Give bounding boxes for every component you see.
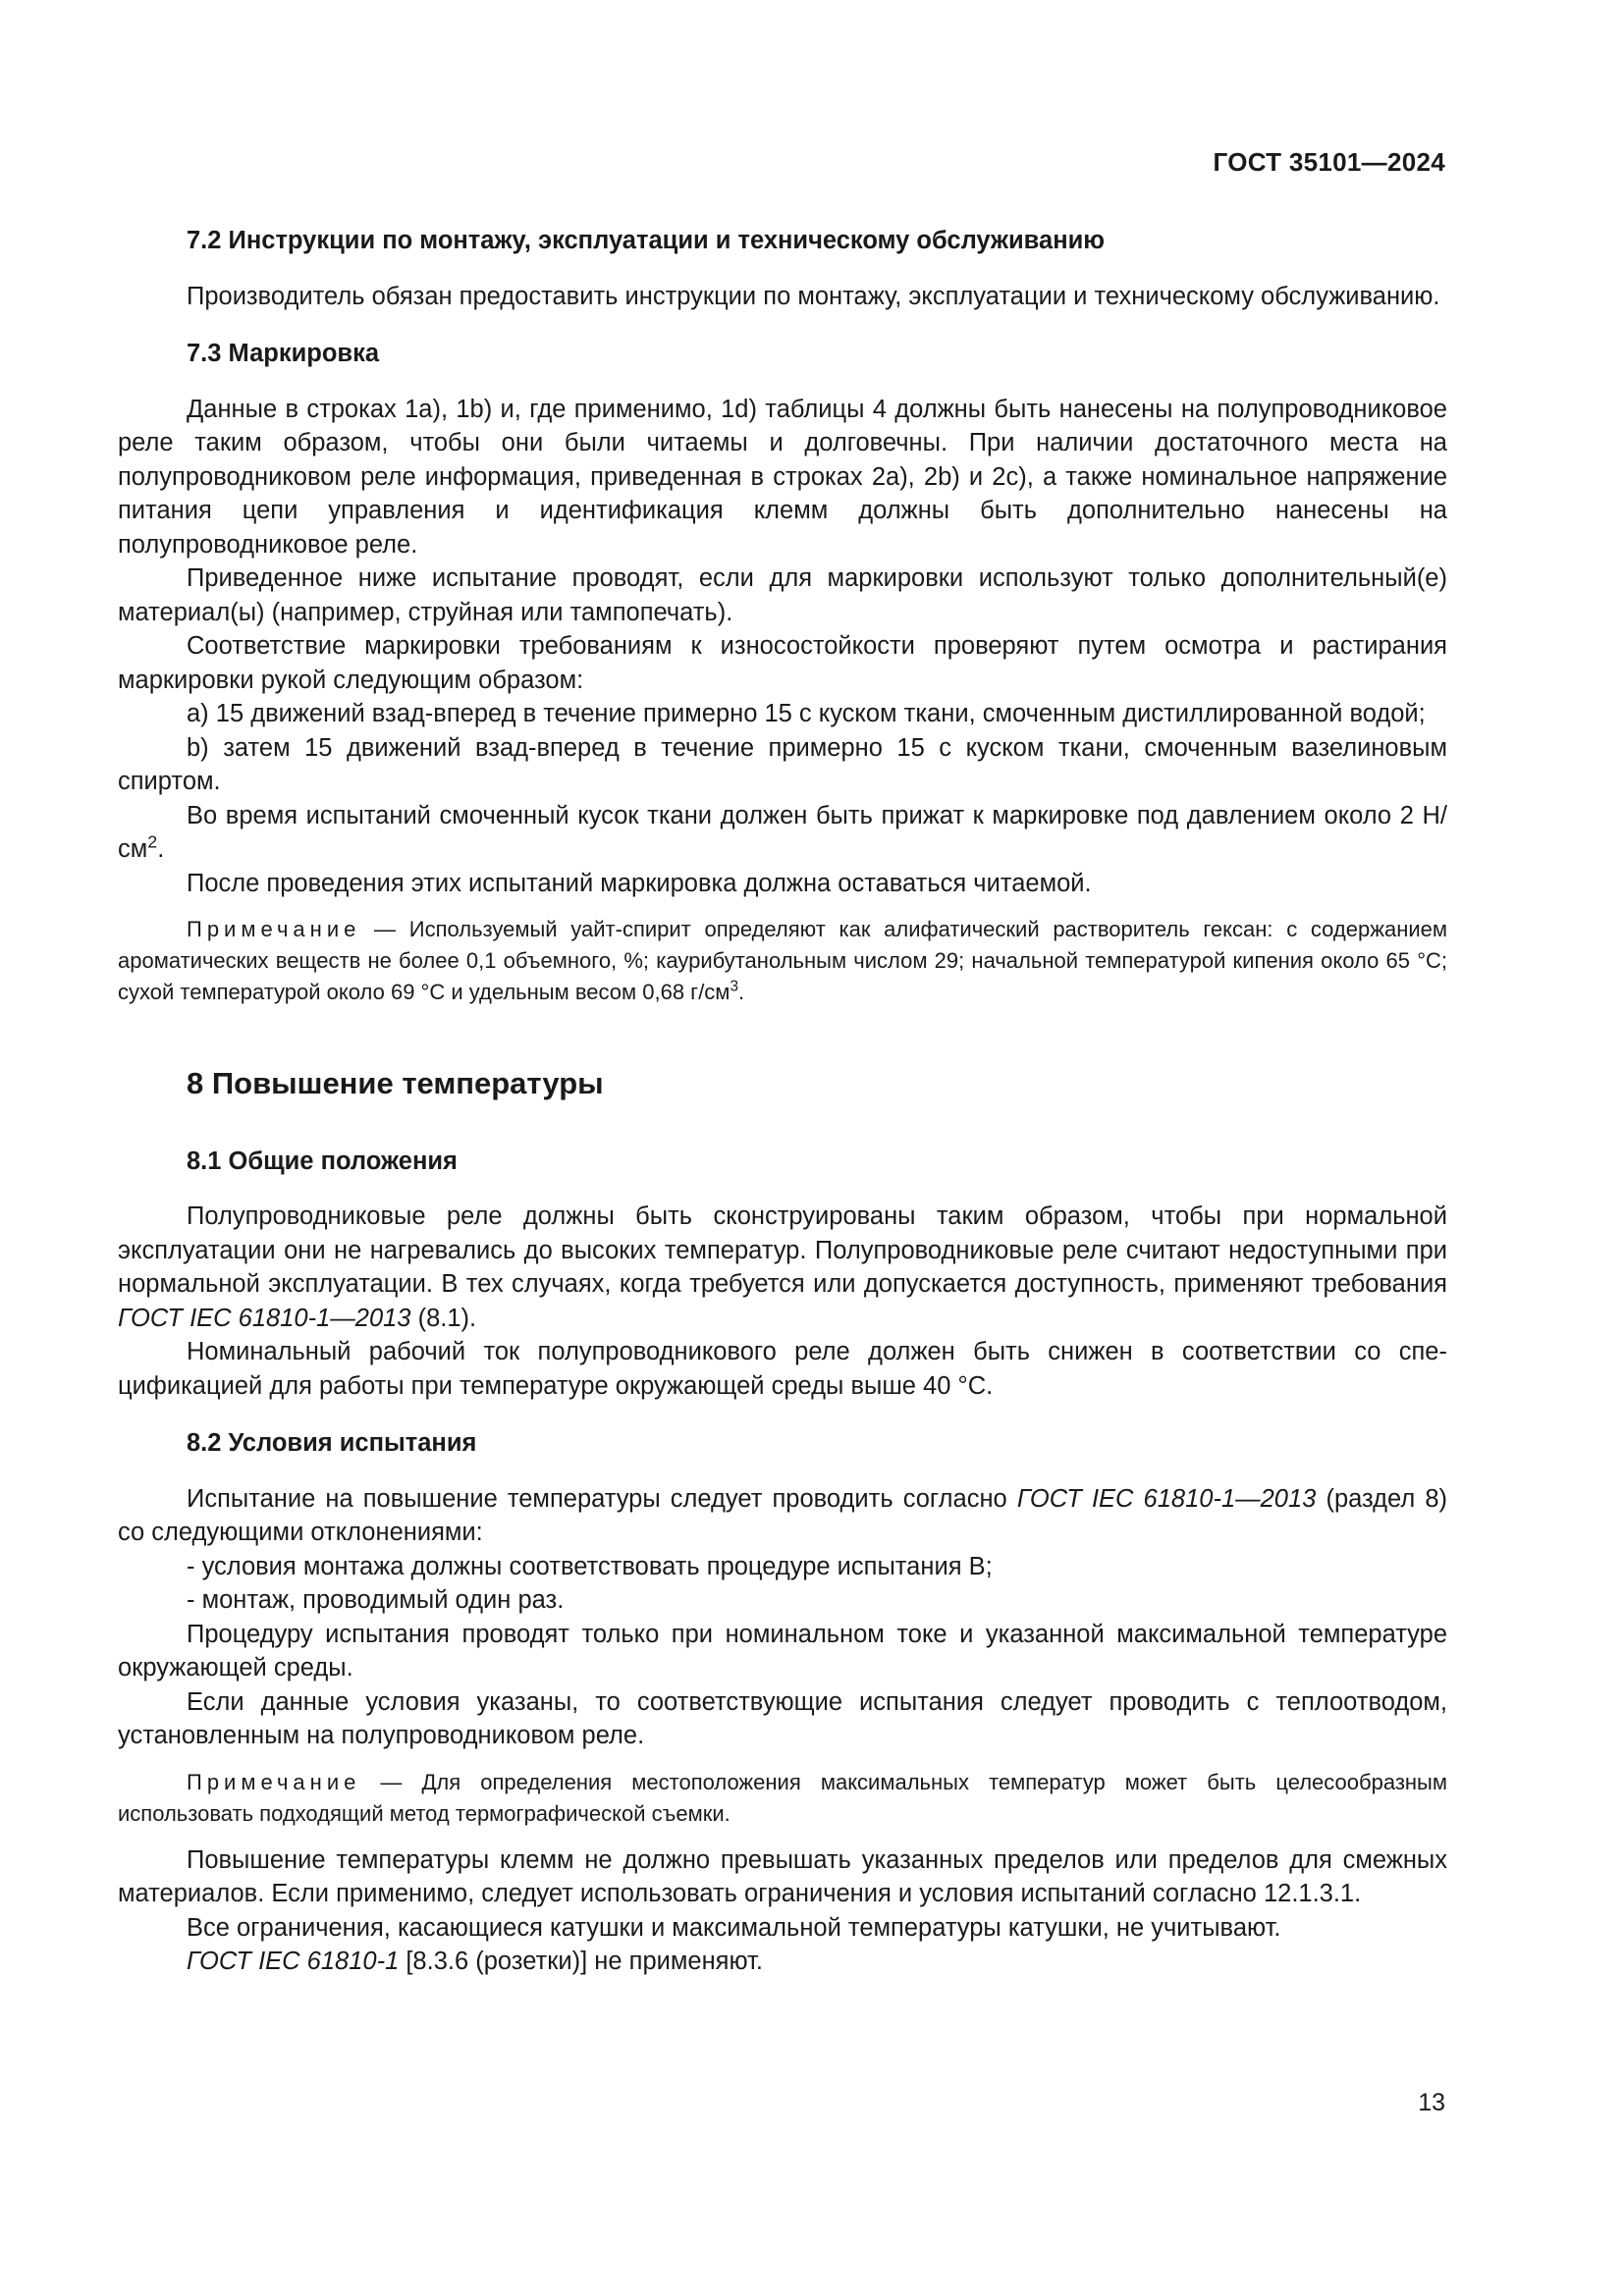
list-item-mounting: - условия монтажа должны соответствовать процедуре испытания B; bbox=[187, 1552, 993, 1580]
paragraph-8-1-1 bbox=[118, 1200, 1447, 1335]
heading-7-2: 7.2 Инструкции по монтажу, эксплуатации и техническому обслуживанию bbox=[187, 227, 1106, 254]
text-8-1-b: (8.1). bbox=[410, 1304, 477, 1332]
page-number: 13 bbox=[1418, 2089, 1445, 2116]
paragraph-7-3-item-a: a) 15 движений взад-вперед в течение примерно 15 с куском ткани, смоченным дистиллированной водой; bbox=[187, 700, 1426, 727]
heading-7-3: 7.3 Маркировка bbox=[187, 340, 380, 367]
paragraph-7-3-3: Соответствие маркировки требованиям к износостойкости проверяют путем осмотра и растирания маркировки рукой следующим образом: bbox=[118, 632, 1447, 694]
note-7-3 bbox=[118, 914, 1447, 1008]
heading-8-2: 8.2 Условия испытания bbox=[187, 1429, 477, 1457]
paragraph-8-2-4: Повышение температуры клемм не должно превышать указанных пределов или пределов для смежных материалов. Если применимо, следует использовать ограничения и условия испытаний согласно 12.1.3.1. bbox=[118, 1845, 1447, 1907]
heading-section-8: 8 Повышение температуры bbox=[187, 1066, 604, 1100]
text-8-2-6-b: [8.3.6 (розетки)] не применяют. bbox=[399, 1948, 763, 1975]
document-body bbox=[118, 224, 1447, 1979]
list-item-once: - монтаж, проводимый один раз. bbox=[187, 1586, 565, 1614]
note-text: Используемый уайт-спирит определяют как алифатический растворитель гексан: с содержанием ароматических веществ не более 0,1 объемного, %; каурибутанольным числом 29; начальной температурой кипения около 65 °C; сухой температурой около 69 °C и удельным весом 0,68 г/см bbox=[118, 917, 1447, 1004]
paragraph-8-2-6 bbox=[118, 1945, 1447, 1979]
superscript-3: 3 bbox=[730, 978, 738, 995]
paragraph-7-3-2: Приведенное ниже испытание проводят, если для маркировки используют только дополнительный(е) материал(ы) (например, струйная или тампопечать). bbox=[118, 564, 1447, 626]
paragraph-7-2-1: Производитель обязан предоставить инструкции по монтажу, эксплуатации и техническому обслуживанию. bbox=[187, 282, 1440, 310]
text-pressure: Во время испытаний смоченный кусок ткани должен быть прижат к маркировке под давлением около 2 Н/см bbox=[118, 801, 1447, 863]
note-dash: — bbox=[360, 917, 409, 941]
paragraph-8-1-2: Номинальный рабочий ток полупроводникового реле должен быть снижен в соответствии со спецификацией для работы при температуре окружающей среды выше 40 °C. bbox=[118, 1338, 1447, 1400]
reference-gost: ГОСТ IEC 61810-1—2013 bbox=[118, 1304, 411, 1332]
note-period: . bbox=[738, 980, 745, 1004]
paragraph-8-2-3: Если данные условия указаны, то соответствующие испытания следует проводить с теплоотводом, установленным на полупроводниковом реле. bbox=[118, 1687, 1447, 1749]
paragraph-8-2-1 bbox=[118, 1482, 1447, 1550]
reference-gost: ГОСТ IEC 61810-1 bbox=[187, 1948, 400, 1975]
note-text: Для определения местоположения максимальных температур может быть целесообразным использовать подходящий метод термографической съемки. bbox=[118, 1769, 1447, 1826]
text-8-2-b: (раздел 8) со следующими отклонениями: bbox=[118, 1484, 1448, 1546]
superscript-2: 2 bbox=[147, 831, 158, 852]
paragraph-8-2-5: Все ограничения, касающиеся катушки и максимальной температуры катушки, не учитывают. bbox=[187, 1913, 1281, 1942]
paragraph-8-2-2: Процедуру испытания проводят только при номинальном токе и указанной максимальной температуре окружающей среды. bbox=[118, 1620, 1447, 1682]
note-label: Примечание bbox=[187, 917, 361, 941]
note-8-2 bbox=[118, 1767, 1447, 1830]
text-period: . bbox=[157, 835, 165, 863]
heading-8-1: 8.1 Общие положения bbox=[187, 1147, 458, 1175]
paragraph-7-3-1: Данные в строках 1a), 1b) и, где применимо, 1d) таблицы 4 должны быть нанесены на полупроводниковое реле таким образом, чтобы они были читаемы и долговечны. При наличии достаточного места на полупроводниковом реле информация, приведенная в строках 2a), 2b) и 2c), а также номинальное напряжение питания цепи управления и идентификация клемм должны быть дополнительно нанесены на полупроводниковое реле. bbox=[118, 395, 1447, 559]
text-8-2-a: Испытание на повышение температуры следует проводить согласно bbox=[187, 1484, 1017, 1513]
paragraph-7-3-6 bbox=[118, 799, 1447, 867]
text-8-1-a: Полупроводниковые реле должны быть сконструированы таким образом, чтобы при нормальной эксплуатации они не нагревались до высоких температур. Полупроводниковые реле считают недоступными при нормальной эксплуатации. В тех случаях, когда требуется или допускается доступность, применяют требования bbox=[118, 1202, 1447, 1298]
note-dash: — bbox=[360, 1769, 422, 1794]
paragraph-7-3-7: После проведения этих испытаний маркировка должна оставаться читаемой. bbox=[187, 869, 1092, 897]
reference-gost: ГОСТ IEC 61810-1—2013 bbox=[1016, 1484, 1317, 1513]
paragraph-7-3-item-b: b) затем 15 движений взад-вперед в течение примерно 15 с куском ткани, смоченным вазелиновым спиртом. bbox=[118, 733, 1447, 795]
note-label: Примечание bbox=[187, 1769, 361, 1794]
standard-id-header: ГОСТ 35101—2024 bbox=[1213, 147, 1445, 177]
